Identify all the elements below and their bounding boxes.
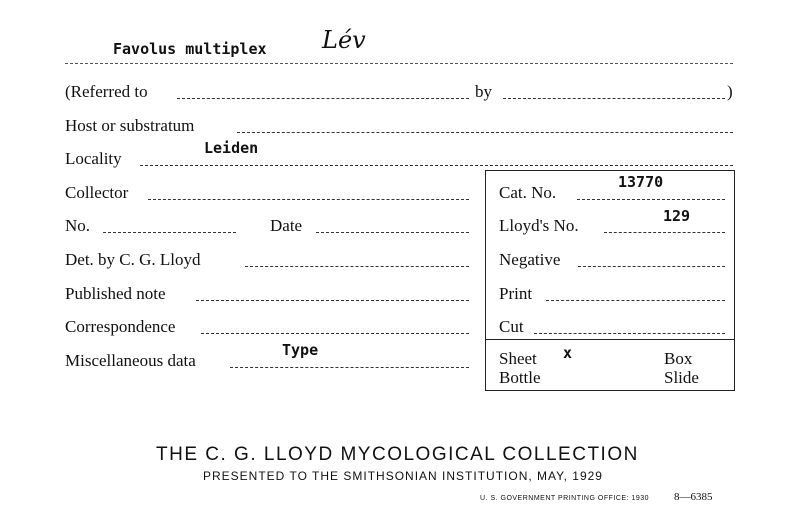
locality-line[interactable] <box>140 165 733 166</box>
misc-data-label: Miscellaneous data <box>65 351 196 370</box>
catalog-box-bottom <box>485 390 735 391</box>
host-label: Host or substratum <box>65 116 195 135</box>
host-line[interactable] <box>237 132 733 133</box>
collection-title: THE C. G. LLOYD MYCOLOGICAL COLLECTION <box>156 444 639 465</box>
catalog-box-right <box>734 170 735 390</box>
name-underline <box>65 63 733 64</box>
catalog-box-top <box>485 170 735 171</box>
det-by-label: Det. by C. G. Lloyd <box>65 250 201 269</box>
catalog-box-left <box>485 170 486 390</box>
misc-data-value: Type <box>282 341 319 359</box>
collector-line[interactable] <box>148 199 469 200</box>
locality-value: Leiden <box>204 139 259 157</box>
specimen-name: Favolus multiplex <box>113 40 267 58</box>
cat-no-line[interactable] <box>577 199 725 200</box>
lloyds-no-value: 129 <box>663 207 691 225</box>
date-label: Date <box>270 216 303 235</box>
sheet-label: Sheet <box>499 349 537 368</box>
cat-no-value: 13770 <box>618 173 664 191</box>
bottle-label: Bottle <box>499 368 541 387</box>
lloyds-no-label: Lloyd's No. <box>499 216 579 235</box>
no-line[interactable] <box>103 232 236 233</box>
handwritten-author-annotation: Lév <box>322 26 366 54</box>
negative-line[interactable] <box>578 266 725 267</box>
printing-office-note: U. S. GOVERNMENT PRINTING OFFICE: 1930 <box>480 495 650 502</box>
det-by-line[interactable] <box>245 266 469 267</box>
locality-label: Locality <box>65 149 122 168</box>
print-line[interactable] <box>546 300 725 301</box>
date-line[interactable] <box>316 232 469 233</box>
collection-subtitle: PRESENTED TO THE SMITHSONIAN INSTITUTION, MAY, 1929 <box>203 469 603 483</box>
referred-to-label: (Referred to <box>65 82 148 101</box>
published-note-label: Published note <box>65 284 166 303</box>
by-line[interactable] <box>503 98 725 99</box>
misc-data-line[interactable] <box>230 367 469 368</box>
correspondence-line[interactable] <box>201 333 469 334</box>
collector-label: Collector <box>65 183 129 202</box>
cut-label: Cut <box>499 317 524 336</box>
lloyds-no-line[interactable] <box>604 232 725 233</box>
published-note-line[interactable] <box>196 300 469 301</box>
print-label: Print <box>499 284 533 303</box>
box-label: Box <box>664 349 693 368</box>
correspondence-label: Correspondence <box>65 317 176 336</box>
negative-label: Negative <box>499 250 561 269</box>
referred-to-line[interactable] <box>177 98 469 99</box>
closing-paren: ) <box>727 82 733 101</box>
cut-line[interactable] <box>534 333 725 334</box>
form-number: 8—6385 <box>674 491 713 503</box>
cat-no-label: Cat. No. <box>499 183 557 202</box>
sheet-value: x <box>563 344 573 362</box>
slide-label: Slide <box>664 368 699 387</box>
no-label: No. <box>65 216 91 235</box>
by-label: by <box>475 82 492 101</box>
catalog-box-divider <box>485 339 735 340</box>
